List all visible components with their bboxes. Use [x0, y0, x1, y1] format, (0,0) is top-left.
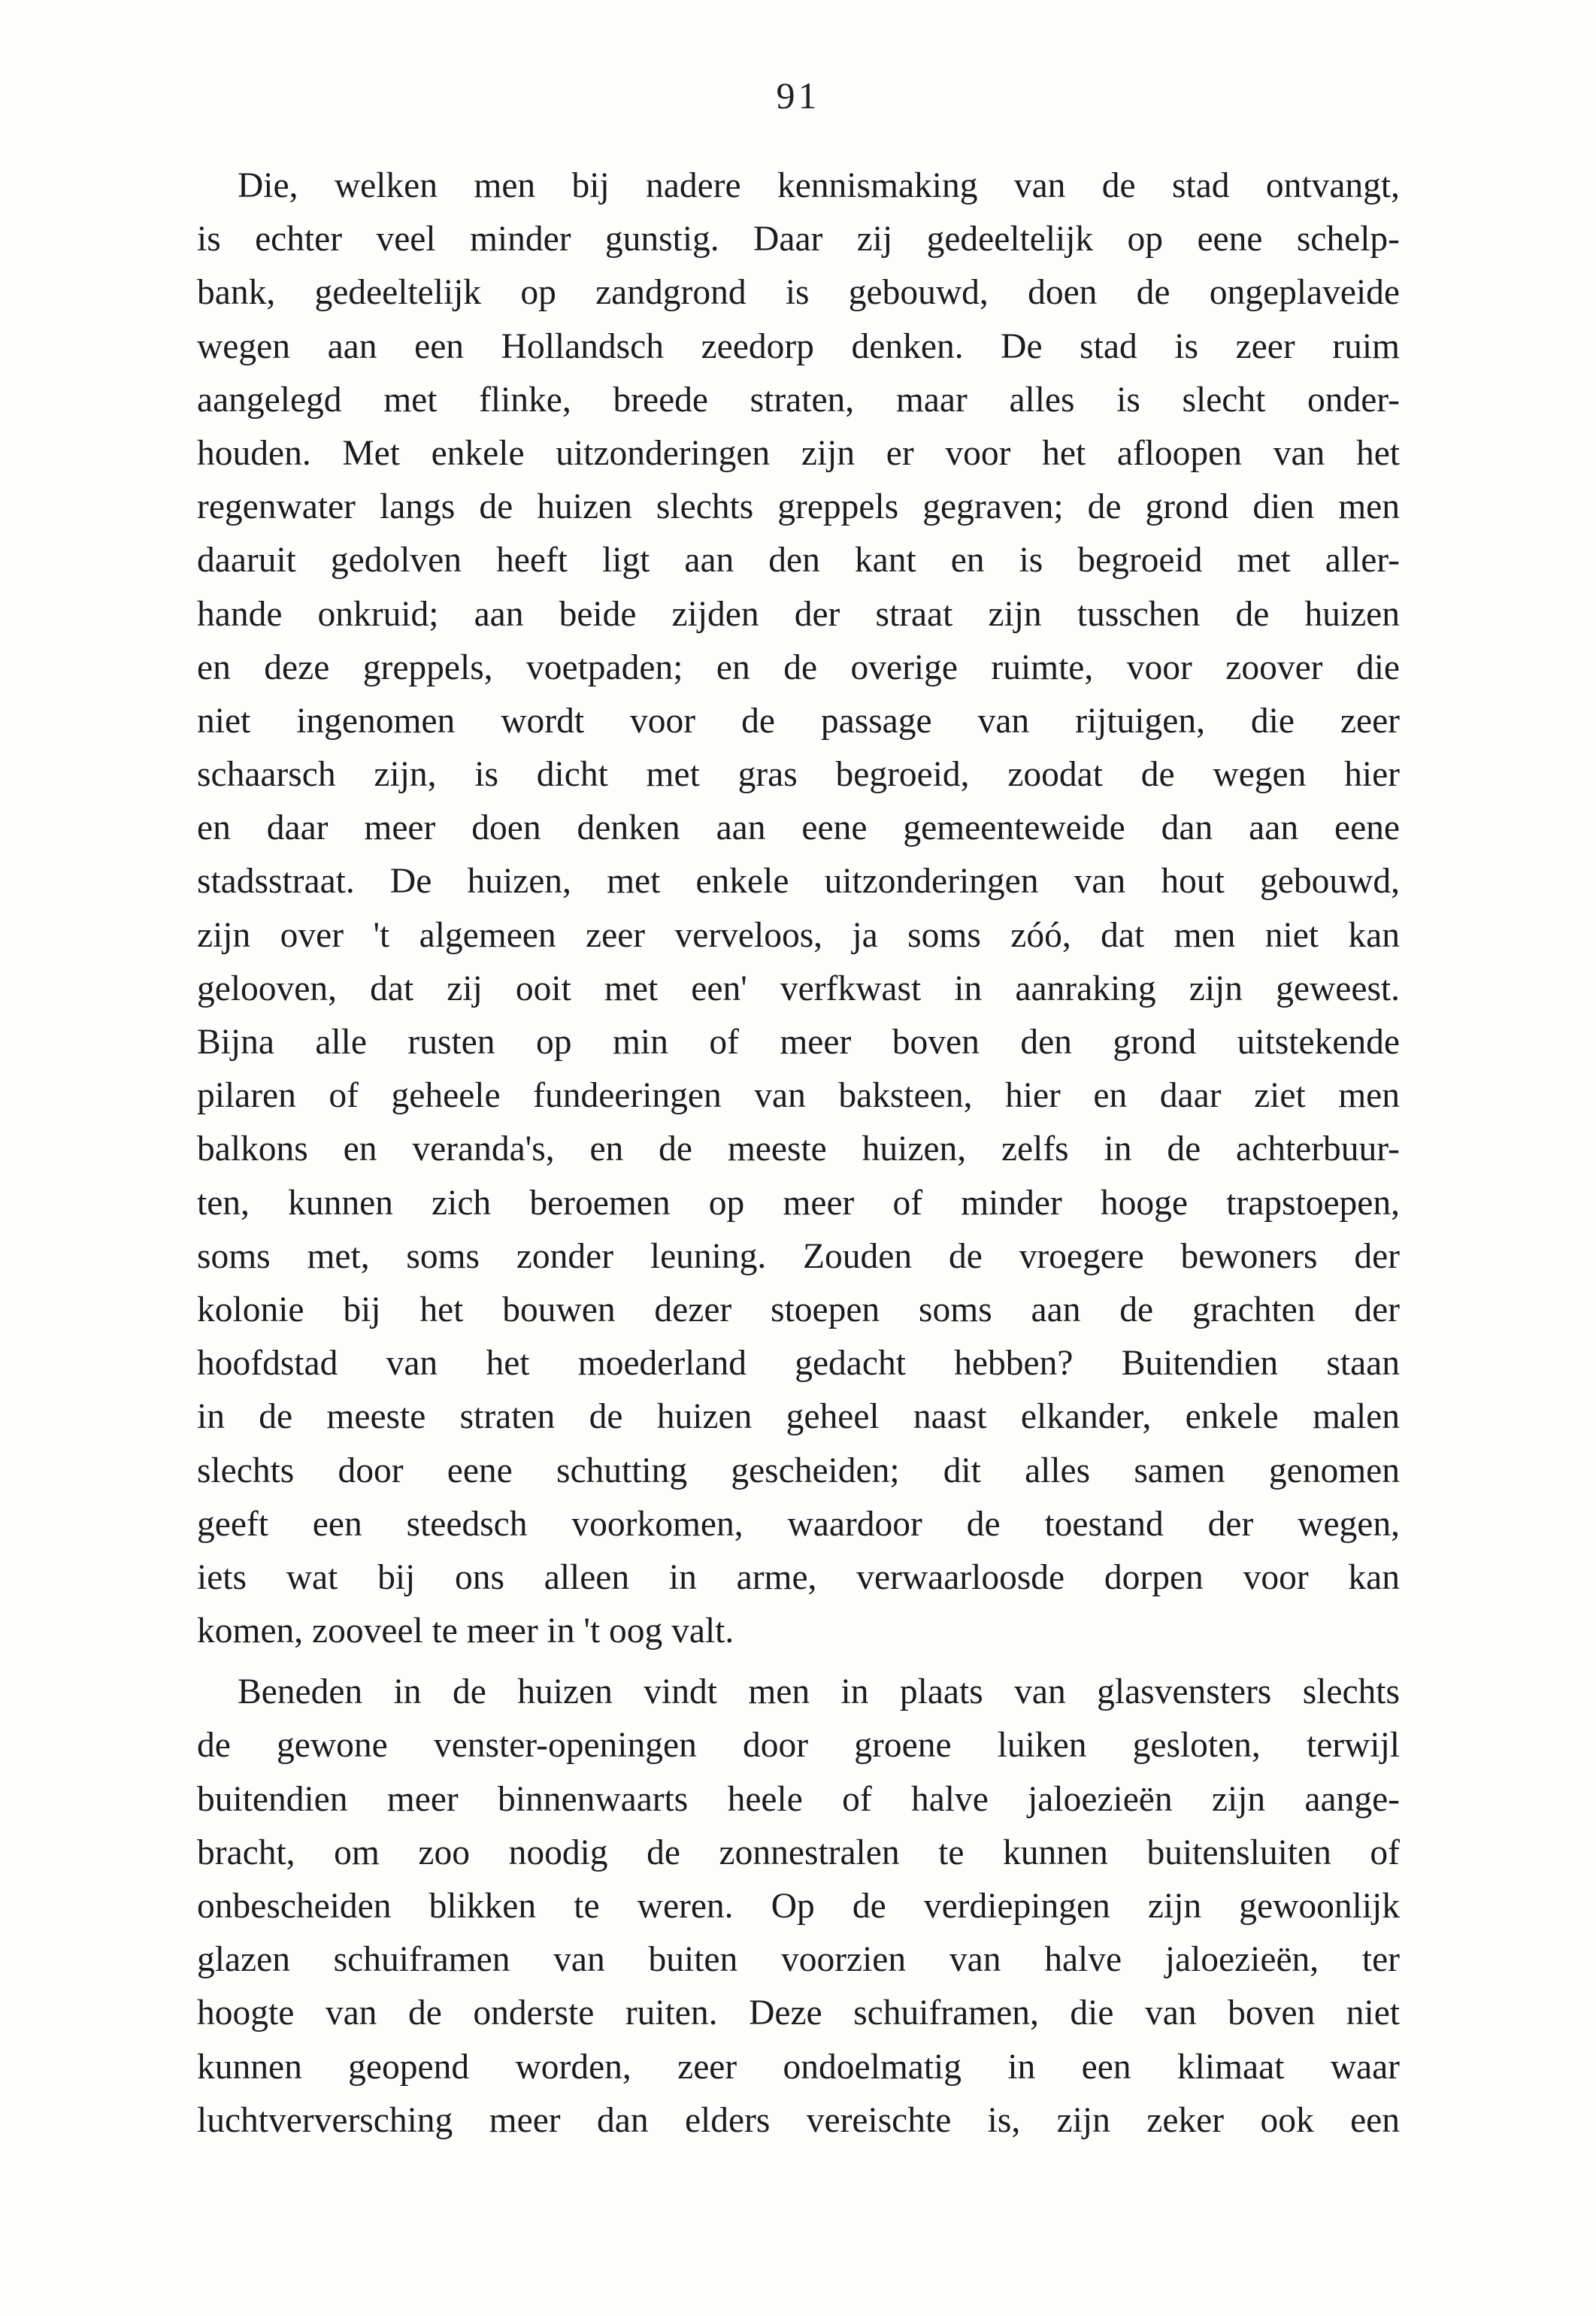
text-line: gelooven, dat zij ooit met een' verfkwast in aanraking zijn geweest. [197, 969, 1400, 1008]
text-line: hoofdstad van het moederland gedacht hebben? Buitendien staan [197, 1344, 1400, 1384]
text-line: en deze greppels, voetpaden; en de overige ruimte, voor zoover die [197, 647, 1400, 687]
text-line: aangelegd met flinke, breede straten, maar alles is slecht onder- [197, 380, 1400, 420]
text-line: zijn over 't algemeen zeer verveloos, ja soms zóó, dat men niet kan [197, 915, 1400, 955]
text-line: ten, kunnen zich beroemen op meer of minder hooge trapstoepen, [197, 1183, 1400, 1223]
text-line: is echter veel minder gunstig. Daar zij gedeeltelijk op eene schelp- [197, 220, 1400, 259]
text-line: Die, welken men bij nadere kennismaking van de stad ontvangt, [238, 166, 1400, 205]
text-line: de gewone venster-openingen door groene luiken gesloten, terwijl [197, 1726, 1400, 1766]
text-line: soms met, soms zonder leuning. Zouden de vroegere bewoners der [197, 1236, 1400, 1276]
text-line: daaruit gedolven heeft ligt aan den kant en is begroeid met aller- [197, 541, 1400, 581]
paragraph-gap [197, 1658, 1400, 1666]
text-line: houden. Met enkele uitzonderingen zijn er voor het afloopen van het [197, 433, 1400, 473]
text-line: balkons en veranda's, en de meeste huizen, zelfs in de achterbuur- [197, 1129, 1400, 1169]
text-line: en daar meer doen denken aan eene gemeenteweide dan aan eene [197, 808, 1400, 848]
text-line: bracht, om zoo noodig de zonnestralen te kunnen buitensluiten of [197, 1832, 1400, 1872]
text-line: bank, gedeeltelijk op zandgrond is gebouwd, doen de ongeplaveide [197, 273, 1400, 313]
page-number: 91 [776, 74, 820, 117]
text-line: komen, zooveel te meer in 't oog valt. [197, 1611, 734, 1651]
text-line: slechts door eene schutting gescheiden; dit alles samen genomen [197, 1451, 1400, 1490]
text-line: geeft een steedsch voorkomen, waardoor de toestand der wegen, [197, 1504, 1400, 1544]
text-line: hoogte van de onderste ruiten. Deze schuiframen, die van boven niet [197, 1993, 1400, 2033]
text-line: onbescheiden blikken te weren. Op de verdiepingen zijn gewoonlijk [197, 1887, 1400, 1926]
text-line: kolonie bij het bouwen dezer stoepen soms aan de grachten der [197, 1290, 1400, 1329]
text-line: pilaren of geheele fundeeringen van baksteen, hier en daar ziet men [197, 1076, 1400, 1116]
text-line: luchtverversching meer dan elders vereischte is, zijn zeker ook een [197, 2100, 1400, 2140]
text-line: Beneden in de huizen vindt men in plaats van glasvensters slechts [238, 1672, 1400, 1712]
text-line: in de meeste straten de huizen geheel naast elkander, enkele malen [197, 1397, 1400, 1437]
paragraph-2 [197, 1666, 1400, 2148]
text-line: Bijna alle rusten op min of meer boven den grond uitstekende [197, 1023, 1400, 1062]
text-line: stadsstraat. De huizen, met enkele uitzonderingen van hout gebouwd, [197, 862, 1400, 902]
text-line: buitendien meer binnenwaarts heele of halve jaloezieën zijn aange- [197, 1779, 1400, 1819]
text-line: wegen aan een Hollandsch zeedorp denken. De stad is zeer ruim [197, 326, 1400, 366]
body-text [197, 159, 1400, 2148]
text-line: glazen schuiframen van buiten voorzien van halve jaloezieën, ter [197, 1940, 1400, 1980]
text-line: iets wat bij ons alleen in arme, verwaarloosde dorpen voor kan [197, 1557, 1400, 1597]
text-line: regenwater langs de huizen slechts greppels gegraven; de grond dien men [197, 487, 1400, 527]
text-line: kunnen geopend worden, zeer ondoelmatig in een klimaat waar [197, 2047, 1400, 2087]
text-line: hande onkruid; aan beide zijden der straat zijn tusschen de huizen [197, 594, 1400, 634]
paragraph-1 [197, 159, 1400, 1658]
text-line: niet ingenomen wordt voor de passage van rijtuigen, die zeer [197, 701, 1400, 741]
text-line: schaarsch zijn, is dicht met gras begroeid, zoodat de wegen hier [197, 755, 1400, 795]
